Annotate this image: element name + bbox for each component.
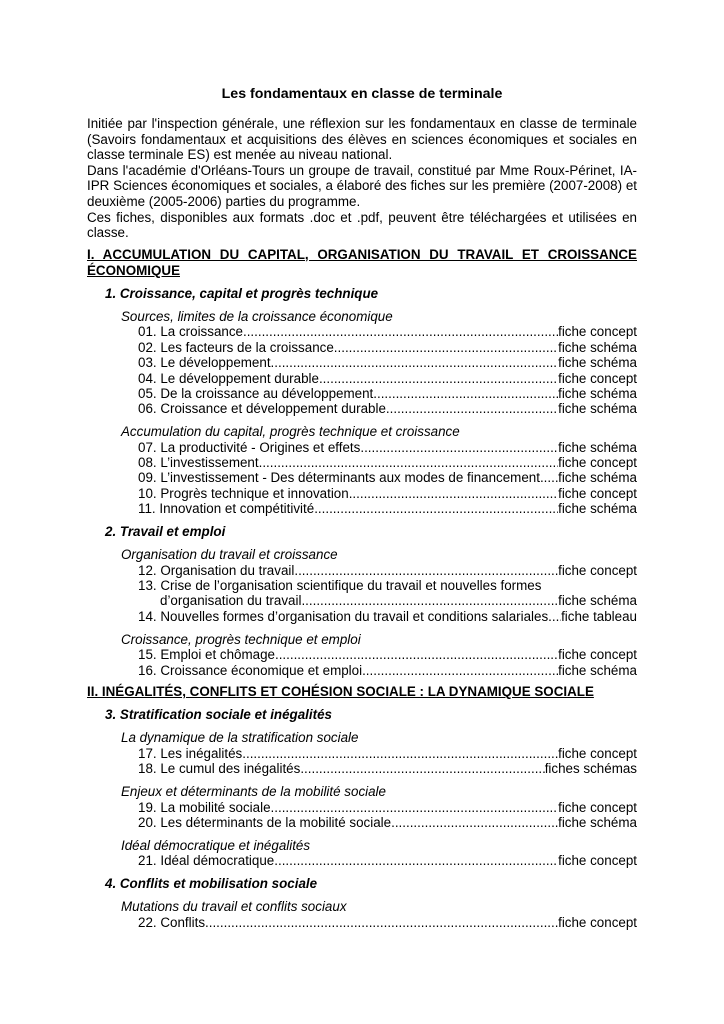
section-heading-line: ÉCONOMIQUE bbox=[87, 262, 180, 278]
item-title: Les facteurs de la croissance bbox=[160, 339, 334, 355]
leader-dots bbox=[294, 563, 558, 578]
item-number: 06. bbox=[138, 401, 157, 417]
item-title: Le développement durable bbox=[160, 370, 319, 386]
item-type: fiche schéma bbox=[558, 470, 637, 486]
item-type: fiche schéma bbox=[558, 439, 637, 455]
toc-item bbox=[87, 593, 637, 608]
item-type: fiche concept bbox=[558, 370, 637, 386]
toc-item bbox=[87, 746, 637, 761]
group-label: La dynamique de la stratification sociale bbox=[121, 730, 359, 746]
item-title: Les inégalités bbox=[160, 745, 243, 761]
item-number: 11. bbox=[138, 501, 156, 517]
toc-item bbox=[87, 563, 637, 578]
group-label: Accumulation du capital, progrès technique et croissance bbox=[121, 424, 460, 440]
intro-line: Initiée par l'inspection générale, une réflexion sur les fondamentaux en classe de terminale bbox=[87, 116, 637, 131]
group-label: Enjeux et déterminants de la mobilité sociale bbox=[121, 784, 386, 800]
item-title: Croissance économique et emploi bbox=[160, 662, 363, 678]
item-title: La productivité - Origines et effets bbox=[160, 439, 361, 455]
item-number: 13. bbox=[138, 578, 157, 594]
item-number: 01. bbox=[138, 324, 157, 340]
item-number: 22. bbox=[138, 914, 157, 930]
toc-item bbox=[87, 455, 637, 470]
item-type: fiche schéma bbox=[558, 355, 637, 371]
item-title: Les déterminants de la mobilité sociale bbox=[160, 814, 392, 830]
toc-item bbox=[87, 647, 637, 662]
item-title: De la croissance au développement bbox=[160, 385, 374, 401]
item-type: fiche schéma bbox=[558, 385, 637, 401]
leader-dots bbox=[540, 470, 558, 485]
item-number: 19. bbox=[138, 799, 157, 815]
item-type: fiches schémas bbox=[544, 761, 637, 777]
intro-line: Ces fiches, disponibles aux formats .doc et .pdf, peuvent être téléchargées et utilisées en bbox=[87, 209, 637, 225]
item-number: 18. bbox=[138, 761, 157, 777]
item-title: Organisation du travail bbox=[160, 562, 295, 578]
item-title: Innovation et compétitivité bbox=[159, 501, 315, 517]
toc-item bbox=[87, 371, 637, 386]
toc-item bbox=[87, 486, 637, 501]
toc-item bbox=[87, 609, 637, 624]
toc-item bbox=[87, 324, 637, 339]
section-heading bbox=[87, 247, 637, 279]
item-title: Croissance et développement durable bbox=[160, 401, 386, 417]
leader-dots bbox=[300, 761, 544, 776]
toc-item bbox=[87, 501, 637, 516]
item-title: Conflits bbox=[160, 914, 206, 930]
leader-dots bbox=[274, 853, 558, 868]
section-heading-line: I. ACCUMULATION DU CAPITAL, ORGANISATION DU TRAVAIL ET CROISSANCE bbox=[87, 246, 637, 262]
item-number: 12. bbox=[138, 562, 157, 578]
leader-dots bbox=[362, 663, 558, 678]
item-type: fiche concept bbox=[558, 647, 637, 663]
item-number: 02. bbox=[138, 339, 157, 355]
item-number: 21. bbox=[138, 853, 157, 869]
leader-dots bbox=[243, 324, 558, 339]
leader-dots bbox=[548, 609, 561, 624]
toc-item bbox=[87, 663, 637, 678]
item-title: Idéal démocratique bbox=[160, 853, 275, 869]
toc-item bbox=[87, 915, 637, 930]
intro-paragraph bbox=[87, 116, 637, 241]
item-title: La croissance bbox=[160, 324, 243, 340]
section-heading-line: II. INÉGALITÉS, CONFLITS ET COHÉSION SOCIALE : LA DYNAMIQUE SOCIALE bbox=[87, 683, 594, 699]
intro-line: IPR Sciences économiques et sociales, a élaboré des fiches sur les première (2007-2008) et bbox=[87, 178, 637, 194]
group-label: Idéal démocratique et inégalités bbox=[121, 837, 311, 853]
subsection-heading: 4. Conflits et mobilisation sociale bbox=[105, 876, 318, 892]
item-title: L’investissement bbox=[160, 455, 259, 471]
group-label: Mutations du travail et conflits sociaux bbox=[121, 899, 347, 915]
toc-item bbox=[87, 470, 637, 485]
toc-item bbox=[87, 340, 637, 355]
intro-line: Dans l'académie d'Orléans-Tours un groupe de travail, constitué par Mme Roux-Périnet, IA- bbox=[87, 162, 637, 178]
item-number: 16. bbox=[138, 662, 157, 678]
item-number: 20. bbox=[138, 814, 157, 830]
toc-item bbox=[87, 800, 637, 815]
item-number: 10. bbox=[138, 485, 157, 501]
item-type: fiche concept bbox=[558, 562, 637, 578]
subsection-heading: 2. Travail et emploi bbox=[105, 524, 226, 540]
item-type: fiche schéma bbox=[558, 593, 637, 609]
toc-item bbox=[87, 853, 637, 868]
item-type: fiche schéma bbox=[558, 814, 637, 830]
leader-dots bbox=[391, 815, 558, 830]
group-label: Organisation du travail et croissance bbox=[121, 547, 338, 563]
item-type: fiche concept bbox=[558, 914, 637, 930]
leader-dots bbox=[334, 340, 558, 355]
table-of-contents bbox=[87, 247, 637, 930]
document-page bbox=[87, 86, 637, 930]
item-number: 05. bbox=[138, 385, 157, 401]
subsection-heading: 1. Croissance, capital et progrès technique bbox=[105, 285, 379, 301]
item-type: fiche concept bbox=[558, 853, 637, 869]
item-type: fiche schéma bbox=[558, 401, 637, 417]
item-number: 07. bbox=[138, 439, 157, 455]
toc-item bbox=[87, 815, 637, 830]
subsection-heading: 3. Stratification sociale et inégalités bbox=[105, 707, 332, 723]
toc-item bbox=[87, 761, 637, 776]
item-title: Le développement bbox=[160, 355, 271, 371]
item-type: fiche tableau bbox=[561, 608, 637, 624]
item-type: fiche concept bbox=[558, 745, 637, 761]
intro-line: classe terminale ES) est menée au niveau national. bbox=[87, 147, 393, 163]
leader-dots bbox=[386, 401, 558, 416]
leader-dots bbox=[349, 486, 558, 501]
leader-dots bbox=[259, 455, 558, 470]
leader-dots bbox=[271, 355, 559, 370]
toc-item-first-line bbox=[87, 578, 637, 593]
item-type: fiche concept bbox=[558, 485, 637, 501]
item-title: Emploi et chômage bbox=[160, 647, 275, 663]
item-number: 04. bbox=[138, 370, 157, 386]
item-type: fiche concept bbox=[558, 455, 637, 471]
item-number: 09. bbox=[138, 470, 157, 486]
group-label: Sources, limites de la croissance économique bbox=[121, 308, 393, 324]
item-type: fiche schéma bbox=[558, 501, 637, 517]
section-heading bbox=[87, 684, 637, 700]
item-type: fiche concept bbox=[558, 799, 637, 815]
intro-line: (Savoirs fondamentaux et acquisitions des élèves en sciences économiques et sociales en bbox=[87, 131, 637, 147]
item-title: La mobilité sociale bbox=[160, 799, 271, 815]
toc-item bbox=[87, 440, 637, 455]
leader-dots bbox=[373, 386, 558, 401]
item-type: fiche concept bbox=[558, 324, 637, 340]
item-type: fiche schéma bbox=[558, 339, 637, 355]
item-title: L’investissement - Des déterminants aux modes de financement bbox=[160, 470, 540, 486]
leader-dots bbox=[242, 746, 558, 761]
leader-dots bbox=[275, 647, 558, 662]
item-title: d’organisation du travail bbox=[160, 593, 302, 609]
leader-dots bbox=[271, 800, 559, 815]
item-number: 08. bbox=[138, 455, 157, 471]
intro-line: deuxième (2005-2006) parties du programme. bbox=[87, 193, 361, 209]
page-title: Les fondamentaux en classe de terminale bbox=[221, 86, 503, 102]
toc-item bbox=[87, 355, 637, 370]
group-label: Croissance, progrès technique et emploi bbox=[121, 631, 361, 647]
item-number: 15. bbox=[138, 647, 157, 663]
leader-dots bbox=[319, 371, 558, 386]
leader-dots bbox=[301, 593, 558, 608]
item-title-first-line: Crise de l’organisation scientifique du travail et nouvelles formes bbox=[160, 578, 542, 594]
leader-dots bbox=[314, 501, 558, 516]
item-title: Le cumul des inégalités bbox=[160, 761, 301, 777]
item-title: Nouvelles formes d’organisation du travail et conditions salariales bbox=[160, 608, 549, 624]
intro-line: classe. bbox=[87, 225, 129, 241]
item-number: 17. bbox=[138, 745, 157, 761]
item-number: 03. bbox=[138, 355, 157, 371]
item-number: 14. bbox=[138, 608, 157, 624]
leader-dots bbox=[205, 915, 558, 930]
item-title: Progrès technique et innovation bbox=[160, 485, 349, 501]
leader-dots bbox=[360, 440, 558, 455]
toc-item bbox=[87, 401, 637, 416]
item-type: fiche schéma bbox=[558, 662, 637, 678]
toc-item bbox=[87, 386, 637, 401]
